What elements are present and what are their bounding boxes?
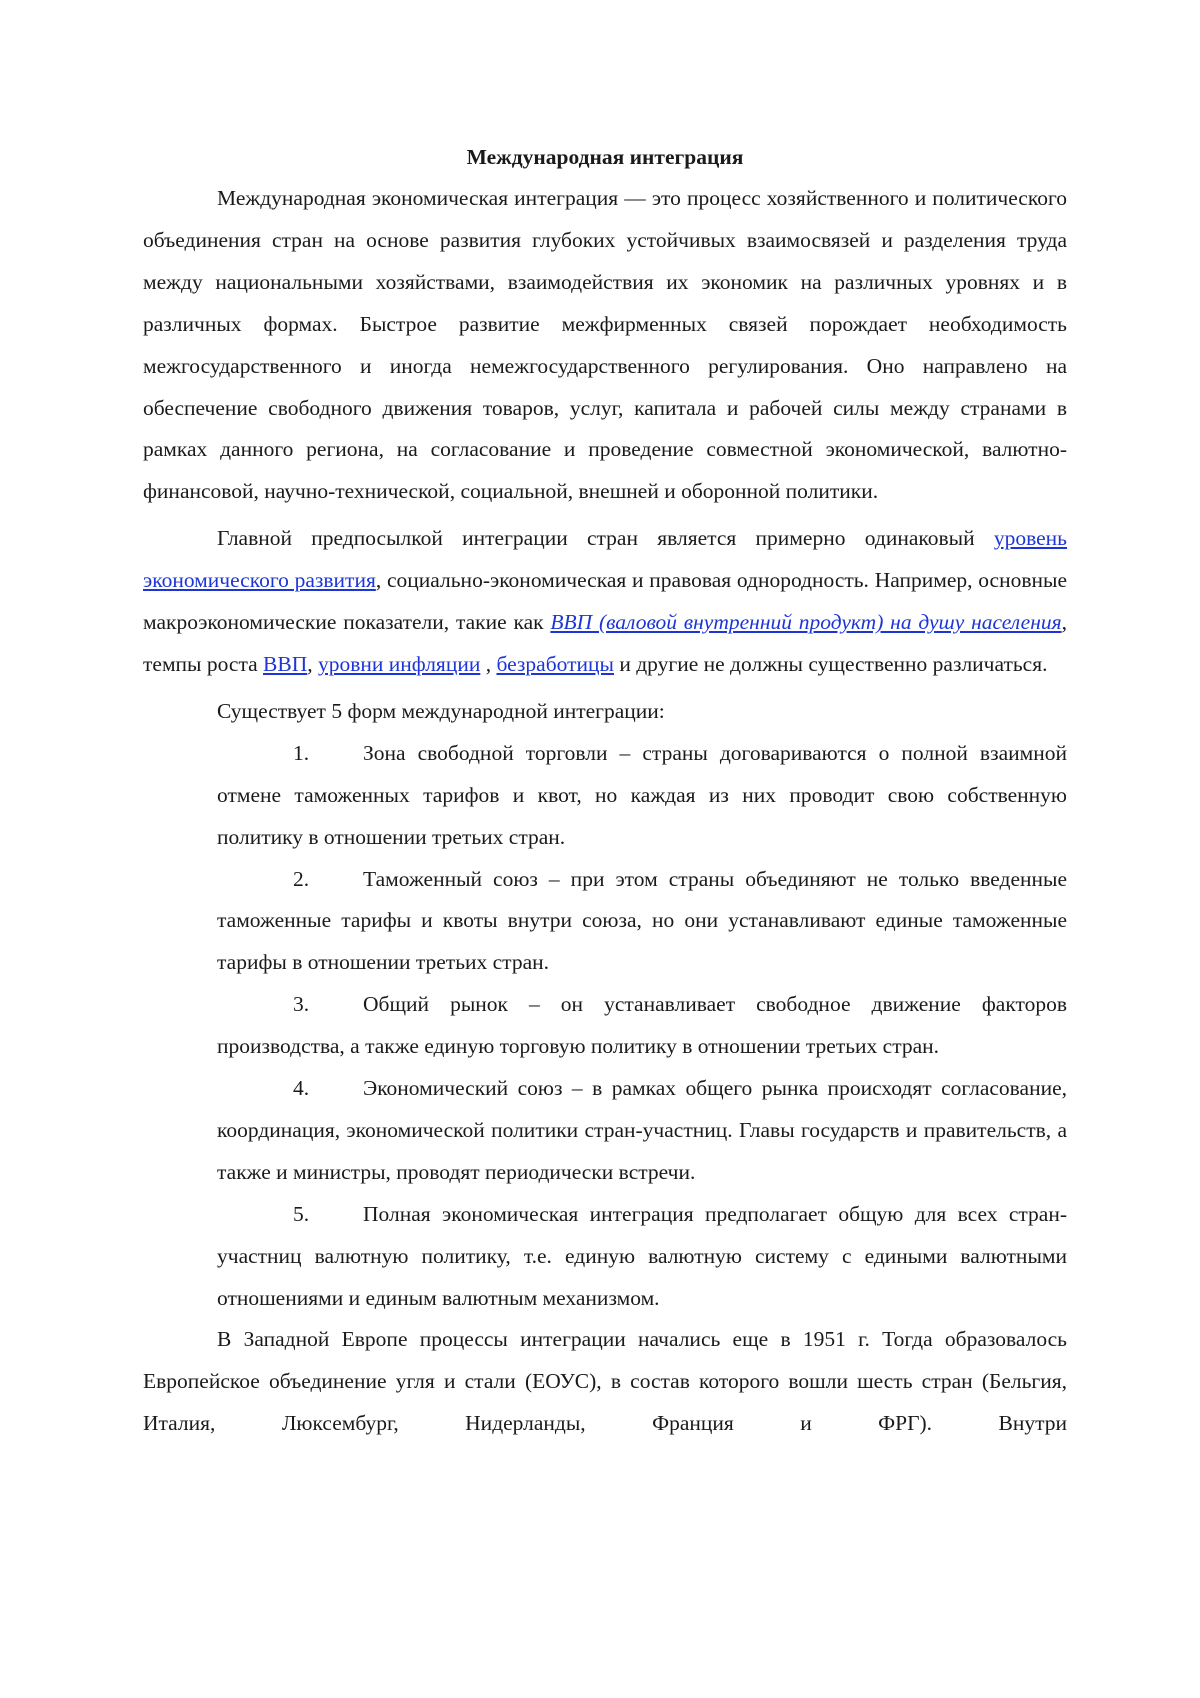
list-item — [217, 984, 1067, 1068]
list-item-number: 5. — [293, 1201, 310, 1226]
list-item-number: 3. — [293, 992, 310, 1017]
list-item-text: Полная экономическая интеграция предполагает общую для всех стран-участниц валютную политику, т.е. единую валютную систему с едиными валютными отношениями и единым валютным механизмом. — [217, 1201, 1067, 1310]
paragraph-text: , социально-экономическая и правовая однородность. Например, основные макроэкономические показатели, такие как — [143, 568, 1067, 635]
list-item — [217, 733, 1067, 859]
list-item-text: Зона свободной торговли – страны договариваются о полной взаимной отмене таможенных тарифов и квот, но каждая из них проводит свою собственную политику в отношении третьих стран. — [217, 740, 1067, 849]
link-gdp[interactable]: ВВП — [263, 651, 308, 676]
paragraph-text: Главной предпосылкой интеграции стран является примерно одинаковый — [217, 526, 994, 551]
integration-forms-list — [143, 733, 1067, 1320]
paragraph-text: , — [307, 651, 318, 676]
paragraph-text: , — [480, 651, 497, 676]
link-inflation-levels[interactable]: уровни инфляции — [318, 651, 481, 676]
list-item — [217, 1194, 1067, 1320]
document-title: Международная интеграция — [466, 145, 744, 169]
paragraph-text: и другие не должны существенно различаться. — [613, 651, 1048, 676]
list-item-number: 1. — [293, 740, 310, 765]
paragraph-western-europe: В Западной Европе процессы интеграции начались еще в 1951 г. Тогда образовалось Европейское объединение угля и стали (ЕОУС), в состав которого вошли шесть стран (Бельгия, Италия, Люксембург, Нидерланды, Франция и ФРГ). Внутри — [143, 1327, 1067, 1436]
link-unemployment[interactable]: безработицы — [496, 651, 614, 676]
list-item — [217, 1068, 1067, 1194]
list-item-number: 2. — [293, 866, 310, 891]
list-item-text: Таможенный союз – при этом страны объединяют не только введенные таможенные тарифы и квоты внутри союза, но они устанавливают единые таможенные тарифы в отношении третьих стран. — [217, 866, 1067, 975]
link-economic-development-level[interactable]: уровень экономического развития — [143, 526, 1067, 593]
list-item — [217, 859, 1067, 985]
list-item-text: Общий рынок – он устанавливает свободное движение факторов производства, а также единую торговую политику в отношении третьих стран. — [217, 992, 1067, 1059]
list-item-number: 4. — [293, 1076, 310, 1101]
paragraph-text: , темпы роста — [143, 610, 1067, 676]
list-item-text: Экономический союз – в рамках общего рынка происходят согласование, координация, экономической политики стран-участниц. Главы государств и правительств, а также и министры, проводят периодически встречи. — [217, 1076, 1067, 1184]
document-body — [143, 144, 1067, 1445]
paragraph-definition: Международная экономическая интеграция — это процесс хозяйственного и политического объединения стран на основе развития глубоких устойчивых взаимосвязей и разделения труда между национальными хозяйствами, взаимодействия их экономик на различных уровнях и в различных формах. Быстрое развитие межфирменных связей порождает необходимость межгосударственного и иногда немежгосударственного регулирования. Оно направлено на обеспечение свободного движения товаров, услуг, капитала и рабочей силы между странами в рамках данного региона, на согласование и проведение совместной экономической, валютно-финансовой, научно-технической, социальной, внешней и оборонной политики. — [143, 186, 1067, 504]
paragraph-forms-intro: Существует 5 форм международной интеграции: — [217, 698, 665, 723]
link-gdp-per-capita[interactable]: ВВП (валовой внутренний продукт) на душу населения — [550, 610, 1062, 635]
paragraph-prerequisite — [143, 518, 1067, 686]
